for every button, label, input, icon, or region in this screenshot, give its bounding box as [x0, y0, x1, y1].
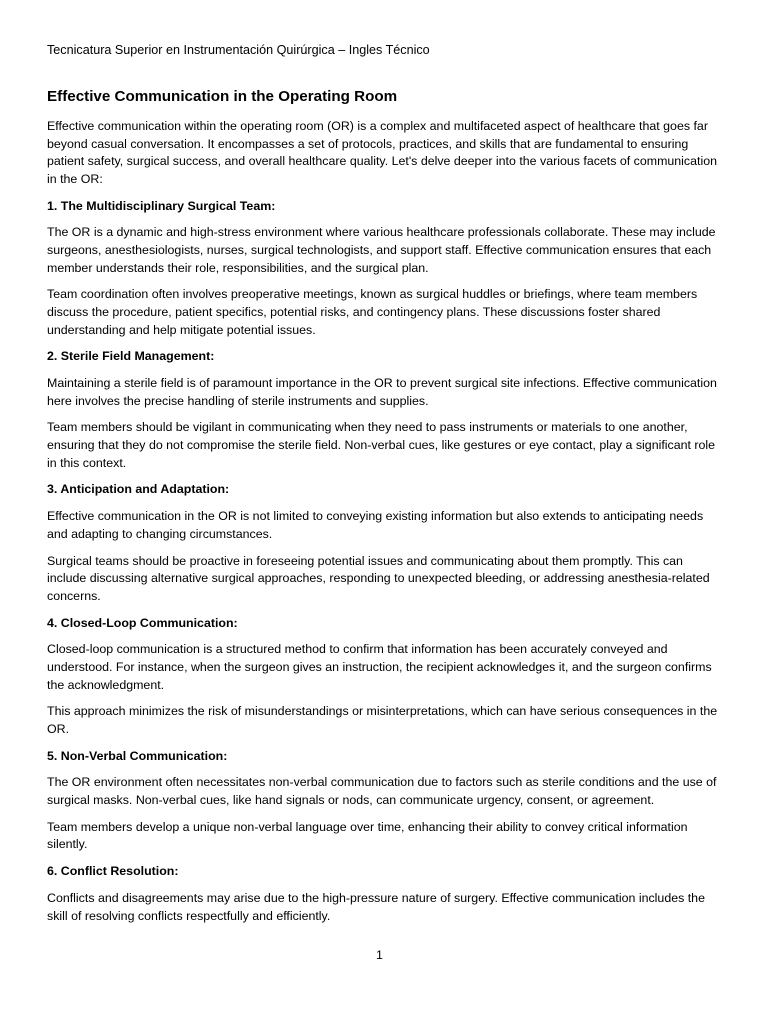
section-paragraph: Team members should be vigilant in communicating when they need to pass instruments or materials to one another, ensuring that they do not compromise the sterile field. Non-verbal cues, like gestures or eye contact, play a significant role in this context.: [47, 420, 716, 470]
section-paragraph: The OR environment often necessitates non-verbal communication due to factors such as sterile conditions and the use of surgical masks. Non-verbal cues, like hand signals or nods, can communicate urgency, consent, or agreement.: [47, 775, 717, 808]
page-number: 1: [376, 948, 383, 962]
section-paragraph: Closed-loop communication is a structured method to confirm that information has been accurately conveyed and understood. For instance, when the surgeon gives an instruction, the recipient acknowledges it, and the surgeon confirms the acknowledgment.: [47, 642, 712, 692]
document-title: Effective Communication in the Operating Room: [47, 88, 398, 105]
document-body: [47, 118, 723, 934]
page-header: Tecnicatura Superior en Instrumentación Quirúrgica – Ingles Técnico: [47, 43, 430, 57]
section-paragraph: Maintaining a sterile field is of paramount importance in the OR to prevent surgical site infections. Effective communication here involves the precise handling of sterile instruments and supplies.: [47, 376, 717, 408]
section-heading: 4. Closed-Loop Communication:: [47, 615, 238, 630]
section-heading: 2. Sterile Field Management:: [47, 349, 215, 364]
section-paragraph: Team members develop a unique non-verbal language over time, enhancing their ability to convey critical information silently.: [47, 819, 688, 852]
section-heading: 5. Non-Verbal Communication:: [47, 748, 228, 763]
section-paragraph: Surgical teams should be proactive in foreseeing potential issues and communicating about them promptly. This can include discussing alternative surgical approaches, responding to unexpected bleeding, or addressing anesthesia-related concerns.: [47, 553, 710, 603]
section-paragraph: Effective communication in the OR is not limited to conveying existing information but also extends to anticipating needs and adapting to changing circumstances.: [47, 509, 704, 541]
section-paragraph: Conflicts and disagreements may arise due to the high-pressure nature of surgery. Effective communication includes the skill of resolving conflicts respectfully and efficiently.: [47, 890, 705, 923]
intro-paragraph: Effective communication within the operating room (OR) is a complex and multifaceted aspect of healthcare that goes far beyond casual conversation. It encompasses a set of protocols, practices, and skills that are fundamental to ensuring patient safety, surgical success, and overall healthcare quality. Let's delve deeper into the various facets of communication in the OR:: [47, 119, 717, 186]
section-heading: 3. Anticipation and Adaptation:: [47, 482, 230, 497]
section-paragraph: The OR is a dynamic and high-stress environment where various healthcare professionals collaborate. These may include surgeons, anesthesiologists, nurses, surgical technologists, and support staff. Effective communication ensures that each member understands their role, responsibilities, and the surgical plan.: [47, 225, 716, 275]
section-heading: 6. Conflict Resolution:: [47, 864, 179, 879]
section-paragraph: Team coordination often involves preoperative meetings, known as surgical huddles or briefings, where team members discuss the procedure, patient specifics, potential risks, and contingency plans. These discussions foster shared understanding and help mitigate potential issues.: [47, 287, 698, 337]
section-heading: 1. The Multidisciplinary Surgical Team:: [47, 198, 276, 213]
section-paragraph: This approach minimizes the risk of misunderstandings or misinterpretations, which can have serious consequences in the OR.: [47, 704, 718, 736]
